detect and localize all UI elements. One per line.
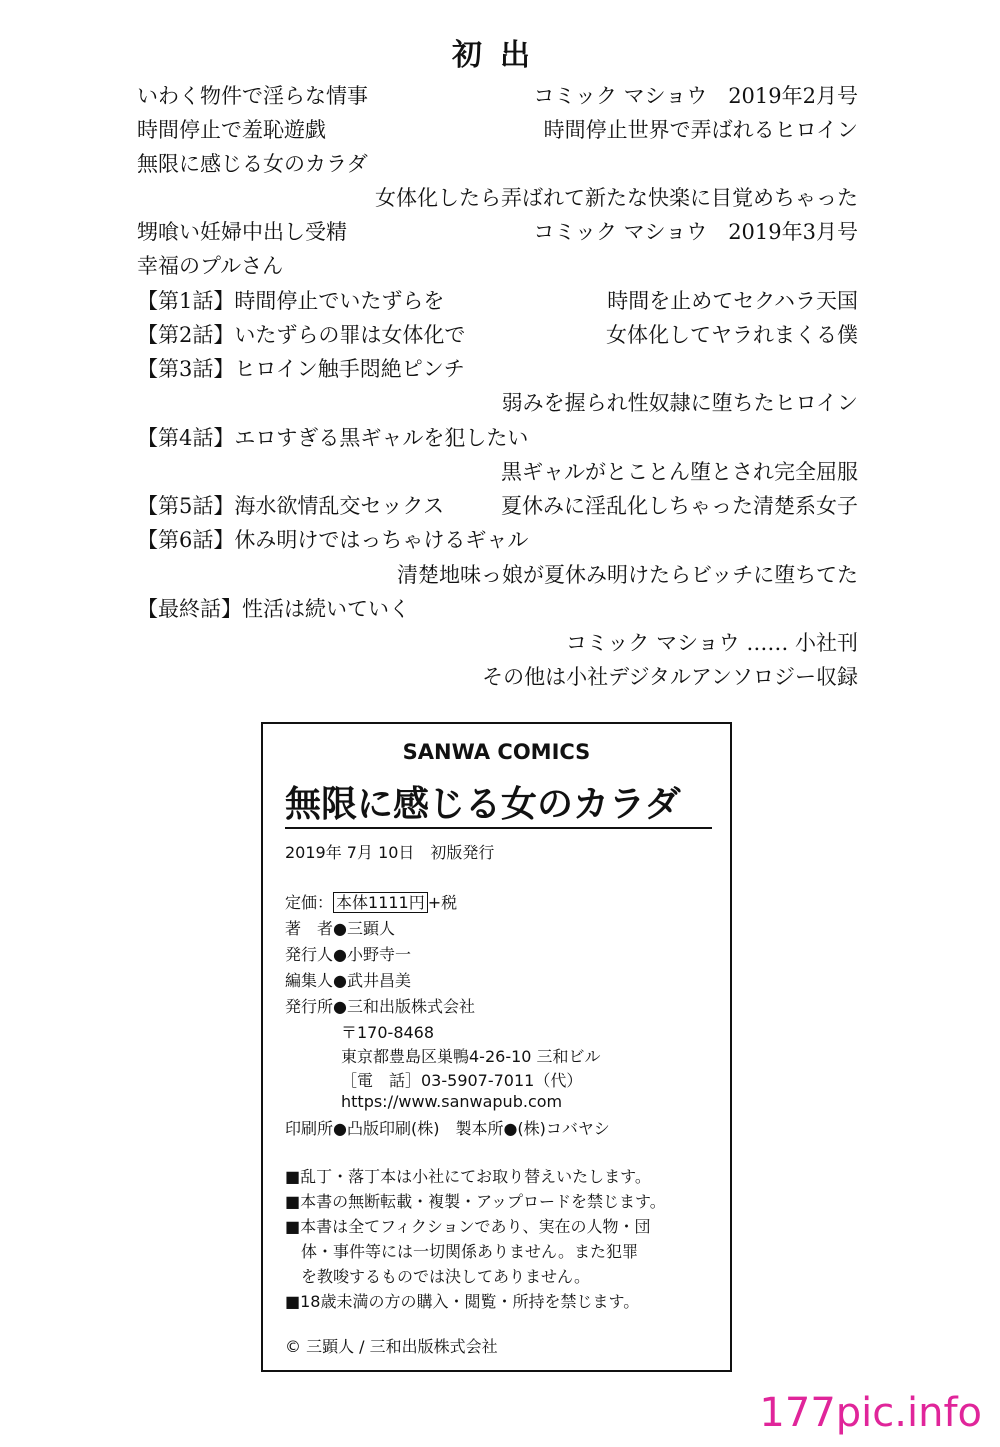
credit-right: 黒ギャルがとことん堕とされ完全屈服 — [501, 460, 858, 484]
credit-right: 夏休みに淫乱化しちゃった清楚系女子 — [501, 494, 858, 518]
credit-left: 甥喰い妊婦中出し受精 — [137, 220, 347, 244]
notice-line: 体・事件等には一切関係ありません。また犯罪 — [301, 1242, 638, 1261]
credit-left: 【第5話】海水欲情乱交セックス — [137, 494, 445, 518]
credit-left: 時間停止で羞恥遊戯 — [137, 118, 326, 142]
author-line: 著 者●三顕人 — [285, 919, 395, 938]
credit-left: 【最終話】性活は続いていく — [137, 597, 410, 621]
credits-list — [0, 0, 1000, 700]
credit-left: 無限に感じる女のカラダ — [137, 152, 368, 176]
price-line — [285, 890, 457, 913]
price-value: 本体1111円 — [333, 892, 428, 913]
credit-right: 女体化してヤラれまくる僕 — [606, 323, 858, 347]
address: 東京都豊島区巣鴨4-26-10 三和ビル — [341, 1047, 601, 1066]
printer-line: 印刷所●凸版印刷(株) 製本所●(株)コバヤシ — [285, 1119, 610, 1138]
postal-code: 〒170-8468 — [341, 1023, 435, 1042]
credit-right: コミック マショウ 2019年2月号 — [533, 84, 858, 108]
publisher-person-line: 発行人●小野寺一 — [285, 945, 411, 964]
colophon-box — [261, 722, 732, 1372]
notice-line: ■本書は全てフィクションであり、実在の人物・団 — [285, 1217, 651, 1236]
book-title: 無限に感じる女のカラダ — [285, 783, 681, 825]
page-title: 初出 — [452, 38, 548, 73]
credit-left: 幸福のプルさん — [137, 254, 284, 278]
publication-date: 2019年 7月 10日 初版発行 — [285, 843, 495, 862]
notice-line: ■18歳未満の方の購入・閲覧・所持を禁じます。 — [285, 1292, 640, 1311]
series-name: SANWA COMICS — [402, 740, 591, 764]
phone: ［電 話］03-5907-7011（代） — [341, 1071, 583, 1090]
publisher-line: 発行所●三和出版株式会社 — [285, 997, 475, 1016]
credit-right: 清楚地味っ娘が夏休み明けたらビッチに堕ちてた — [397, 563, 858, 587]
credit-left: いわく物件で淫らな情事 — [137, 84, 368, 108]
notice-line: ■乱丁・落丁本は小社にてお取り替えいたします。 — [285, 1167, 651, 1186]
credit-right: 時間を止めてセクハラ天国 — [607, 289, 858, 313]
credit-right: その他は小社デジタルアンソロジー収録 — [482, 665, 858, 689]
copyright-line: © 三顕人 / 三和出版株式会社 — [285, 1337, 498, 1356]
credit-right: 女体化したら弄ばれて新たな快楽に目覚めちゃった — [375, 186, 858, 210]
credit-left: 【第3話】ヒロイン触手悶絶ピンチ — [137, 357, 465, 381]
editor-line: 編集人●武井昌美 — [285, 971, 411, 990]
credit-right: コミック マショウ …… 小社刊 — [565, 631, 858, 655]
notice-line: を教唆するものでは決してありません。 — [301, 1267, 590, 1286]
notice-line: ■本書の無断転載・複製・アップロードを禁じます。 — [285, 1192, 666, 1211]
price-label: 定価： — [285, 893, 334, 912]
credit-left: 【第2話】いたずらの罪は女体化で — [137, 323, 466, 347]
credit-left: 【第6話】休み明けではっちゃけるギャル — [137, 528, 529, 552]
watermark-text: 177pic.info — [759, 1390, 982, 1436]
price-tax: +税 — [427, 893, 458, 912]
credit-right: 弱みを握られ性奴隷に堕ちたヒロイン — [501, 391, 858, 415]
title-underline — [285, 827, 712, 829]
credit-left: 【第1話】時間停止でいたずらを — [137, 289, 445, 313]
website-url[interactable]: https://www.sanwapub.com — [341, 1092, 563, 1111]
credit-right: コミック マショウ 2019年3月号 — [533, 220, 858, 244]
credit-right: 時間停止世界で弄ばれるヒロイン — [543, 118, 858, 142]
credit-left: 【第4話】エロすぎる黒ギャルを犯したい — [137, 426, 529, 450]
